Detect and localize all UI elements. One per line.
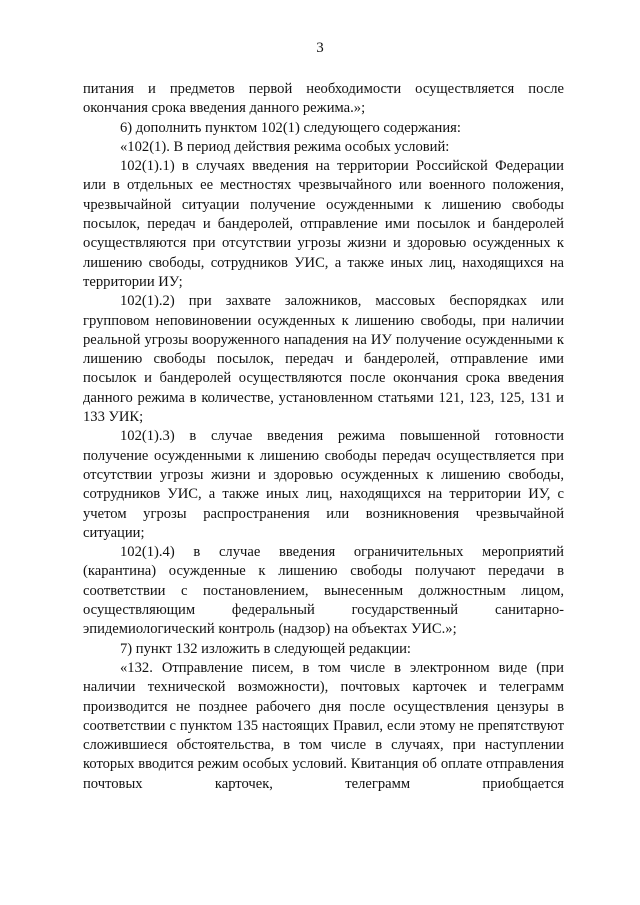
page-number: 3: [316, 40, 324, 56]
paragraph-102-1-heading: «102(1). В период действия режима особых условий:: [120, 138, 450, 155]
paragraph-amendment-6: 6) дополнить пунктом 102(1) следующего содержания:: [120, 119, 461, 136]
paragraph-102-1-4: 102(1).4) в случае введения ограничительных мероприятий (карантина) осужденные к лишению свободы получают передачи в соответствии с постановлением, вынесенным должностным лицом, осуществляющим федеральный государственный санитарно-эпидемиологический контроль (надзор) на объектах УИС.»;: [83, 544, 564, 638]
paragraph-132: «132. Отправление писем, в том числе в электронном виде (при наличии технической возможности), почтовых карточек и телеграмм производится не позднее рабочего дня после осуществления цензуры в соответствии с пунктом 135 настоящих Правил, если этому не препятствуют сложившиеся обстоятельства, в том числе в случаях, при наступлении которых вводится режим особых условий. Квитанция об оплате отправления почтовых карточек, телеграмм приобщается: [83, 659, 564, 792]
paragraph-102-1-2: 102(1).2) при захвате заложников, массовых беспорядках или групповом неповиновении осужденных к лишению свободы, при наличии реальной угрозы вооруженного нападения на ИУ получение осужденными к лишению свободы посылок, передач и бандеролей, отправление ими посылок и бандеролей осуществляются после окончания срока введения данного режима в количестве, установленном статьями 121, 123, 125, 131 и 133 УИК;: [83, 293, 564, 426]
paragraph-continuation: питания и предметов первой необходимости осуществляется после окончания срока введения данного режима.»;: [83, 81, 564, 117]
paragraph-102-1-1: 102(1).1) в случаях введения на территории Российской Федерации или в отдельных ее местностях чрезвычайного или военного положения, чрезвычайной ситуации получение осужденными к лишению свободы посылок, передач и бандеролей, отправление ими посылок и бандеролей осуществляются при отсутствии угрозы жизни и здоровью осужденных к лишению свободы, сотрудников УИС, а также иных лиц, находящихся на территории ИУ;: [83, 158, 564, 290]
paragraph-102-1-3: 102(1).3) в случае введения режима повышенной готовности получение осужденными к лишению свободы передач осуществляется при отсутствии угрозы жизни и здоровью осужденных к лишению свободы, сотрудников УИС, а также иных лиц, находящихся на территории ИУ, с учетом угрозы распространения или возникновения чрезвычайной ситуации;: [83, 428, 564, 541]
paragraph-amendment-7: 7) пункт 132 изложить в следующей редакции:: [120, 640, 411, 657]
document-body: [83, 80, 564, 794]
